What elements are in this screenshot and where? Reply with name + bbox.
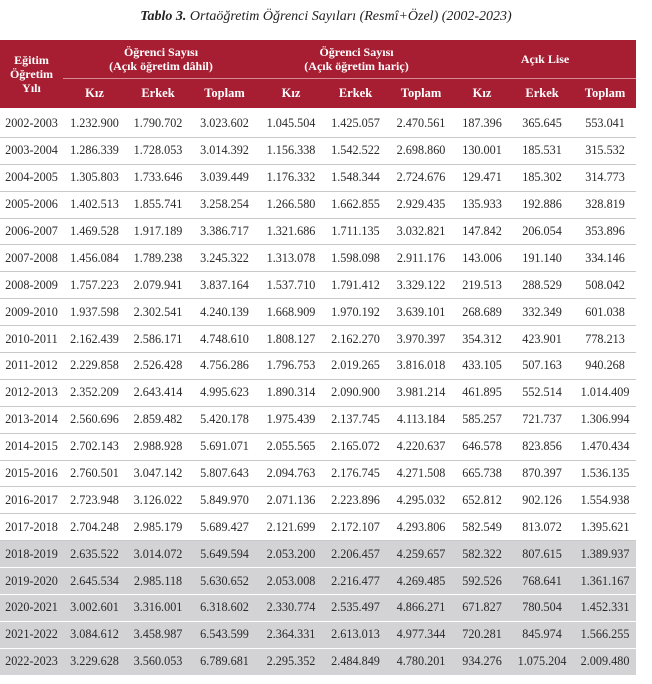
year-cell: 2011-2012 (0, 353, 63, 380)
value-cell: 585.257 (454, 406, 510, 433)
value-cell: 1.536.135 (574, 460, 636, 487)
header-sub-kiz: Kız (454, 79, 510, 110)
value-cell: 4.293.806 (388, 514, 454, 541)
value-cell: 315.532 (574, 137, 636, 164)
value-cell: 780.504 (510, 595, 574, 622)
value-cell: 3.039.449 (190, 164, 259, 191)
year-cell: 2015-2016 (0, 460, 63, 487)
value-cell: 185.531 (510, 137, 574, 164)
value-cell: 1.402.513 (63, 191, 126, 218)
value-cell: 665.738 (454, 460, 510, 487)
value-cell: 1.733.646 (126, 164, 190, 191)
value-cell: 2.352.209 (63, 379, 126, 406)
value-cell: 3.084.612 (63, 621, 126, 648)
value-cell: 2.560.696 (63, 406, 126, 433)
value-cell: 1.890.314 (259, 379, 323, 406)
year-cell: 2003-2004 (0, 137, 63, 164)
value-cell: 2.985.118 (126, 568, 190, 595)
table-row (0, 110, 636, 138)
value-cell: 4.271.508 (388, 460, 454, 487)
value-cell: 2.302.541 (126, 299, 190, 326)
table-row (0, 406, 636, 433)
value-cell: 1.045.504 (259, 110, 323, 138)
value-cell: 1.554.938 (574, 487, 636, 514)
value-cell: 1.796.753 (259, 353, 323, 380)
value-cell: 4.748.610 (190, 326, 259, 353)
table-row (0, 568, 636, 595)
value-cell: 2.162.270 (323, 326, 388, 353)
value-cell: 3.047.142 (126, 460, 190, 487)
value-cell: 4.259.657 (388, 541, 454, 568)
value-cell: 2.172.107 (323, 514, 388, 541)
value-cell: 5.420.178 (190, 406, 259, 433)
value-cell: 592.526 (454, 568, 510, 595)
value-cell: 1.305.803 (63, 164, 126, 191)
value-cell: 3.639.101 (388, 299, 454, 326)
value-cell: 1.389.937 (574, 541, 636, 568)
value-cell: 552.514 (510, 379, 574, 406)
value-cell: 1.542.522 (323, 137, 388, 164)
value-cell: 2.071.136 (259, 487, 323, 514)
value-cell: 1.470.434 (574, 433, 636, 460)
value-cell: 2.094.763 (259, 460, 323, 487)
table-row (0, 272, 636, 299)
value-cell: 1.313.078 (259, 245, 323, 272)
value-cell: 3.002.601 (63, 595, 126, 622)
value-cell: 2.911.176 (388, 245, 454, 272)
value-cell: 4.995.623 (190, 379, 259, 406)
value-cell: 3.981.214 (388, 379, 454, 406)
value-cell: 365.645 (510, 110, 574, 138)
value-cell: 4.220.637 (388, 433, 454, 460)
year-cell: 2019-2020 (0, 568, 63, 595)
value-cell: 3.032.821 (388, 218, 454, 245)
value-cell: 5.807.643 (190, 460, 259, 487)
value-cell: 314.773 (574, 164, 636, 191)
value-cell: 646.578 (454, 433, 510, 460)
value-cell: 1.306.994 (574, 406, 636, 433)
year-cell: 2005-2006 (0, 191, 63, 218)
year-cell: 2021-2022 (0, 621, 63, 648)
year-cell: 2014-2015 (0, 433, 63, 460)
value-cell: 268.689 (454, 299, 510, 326)
value-cell: 2.698.860 (388, 137, 454, 164)
value-cell: 3.126.022 (126, 487, 190, 514)
value-cell: 2.009.480 (574, 648, 636, 675)
value-cell: 3.386.717 (190, 218, 259, 245)
value-cell: 671.827 (454, 595, 510, 622)
value-cell: 2.295.352 (259, 648, 323, 675)
table-caption (0, 9, 652, 25)
value-cell: 423.901 (510, 326, 574, 353)
value-cell: 508.042 (574, 272, 636, 299)
value-cell: 2.988.928 (126, 433, 190, 460)
value-cell: 813.072 (510, 514, 574, 541)
value-cell: 334.146 (574, 245, 636, 272)
value-cell: 135.933 (454, 191, 510, 218)
value-cell: 6.318.602 (190, 595, 259, 622)
value-cell: 1.917.189 (126, 218, 190, 245)
value-cell: 3.258.254 (190, 191, 259, 218)
value-cell: 185.302 (510, 164, 574, 191)
value-cell: 1.456.084 (63, 245, 126, 272)
value-cell: 4.269.485 (388, 568, 454, 595)
value-cell: 2.702.143 (63, 433, 126, 460)
value-cell: 2.053.200 (259, 541, 323, 568)
value-cell: 3.970.397 (388, 326, 454, 353)
value-cell: 1.937.598 (63, 299, 126, 326)
table-row (0, 299, 636, 326)
value-cell: 582.549 (454, 514, 510, 541)
year-cell: 2017-2018 (0, 514, 63, 541)
year-cell: 2022-2023 (0, 648, 63, 675)
value-cell: 2.724.676 (388, 164, 454, 191)
value-cell: 2.079.941 (126, 272, 190, 299)
value-cell: 2.121.699 (259, 514, 323, 541)
value-cell: 3.329.122 (388, 272, 454, 299)
value-cell: 940.268 (574, 353, 636, 380)
value-cell: 147.842 (454, 218, 510, 245)
value-cell: 2.165.072 (323, 433, 388, 460)
header-sub-toplam: Toplam (574, 79, 636, 110)
value-cell: 1.425.057 (323, 110, 388, 138)
value-cell: 2.723.948 (63, 487, 126, 514)
table-row (0, 460, 636, 487)
year-cell: 2016-2017 (0, 487, 63, 514)
header-year: Eğitim Öğretim Yılı (0, 40, 63, 110)
value-cell: 1.970.192 (323, 299, 388, 326)
value-cell: 1.975.439 (259, 406, 323, 433)
value-cell: 2.704.248 (63, 514, 126, 541)
value-cell: 2.645.534 (63, 568, 126, 595)
value-cell: 206.054 (510, 218, 574, 245)
value-cell: 1.286.339 (63, 137, 126, 164)
year-cell: 2020-2021 (0, 595, 63, 622)
student-count-table (0, 40, 636, 676)
value-cell: 5.630.652 (190, 568, 259, 595)
table-row (0, 379, 636, 406)
header-sub-kiz: Kız (259, 79, 323, 110)
table-row (0, 514, 636, 541)
value-cell: 288.529 (510, 272, 574, 299)
value-cell: 2.929.435 (388, 191, 454, 218)
value-cell: 1.789.238 (126, 245, 190, 272)
value-cell: 1.537.710 (259, 272, 323, 299)
value-cell: 1.728.053 (126, 137, 190, 164)
value-cell: 2.526.428 (126, 353, 190, 380)
value-cell: 934.276 (454, 648, 510, 675)
value-cell: 823.856 (510, 433, 574, 460)
year-cell: 2008-2009 (0, 272, 63, 299)
caption-text: Ortaöğretim Öğrenci Sayıları (Resmî+Özel) (2002-2023) (189, 9, 512, 24)
value-cell: 1.361.167 (574, 568, 636, 595)
value-cell: 353.896 (574, 218, 636, 245)
value-cell: 1.566.255 (574, 621, 636, 648)
caption-label: Tablo 3. (140, 9, 187, 24)
year-cell: 2018-2019 (0, 541, 63, 568)
value-cell: 2.216.477 (323, 568, 388, 595)
value-cell: 2.137.745 (323, 406, 388, 433)
year-cell: 2002-2003 (0, 110, 63, 138)
value-cell: 553.041 (574, 110, 636, 138)
value-cell: 3.229.628 (63, 648, 126, 675)
value-cell: 870.397 (510, 460, 574, 487)
value-cell: 2.985.179 (126, 514, 190, 541)
value-cell: 2.090.900 (323, 379, 388, 406)
value-cell: 2.229.858 (63, 353, 126, 380)
header-sub-toplam: Toplam (388, 79, 454, 110)
table-row (0, 137, 636, 164)
value-cell: 6.789.681 (190, 648, 259, 675)
value-cell: 3.316.001 (126, 595, 190, 622)
table-row (0, 433, 636, 460)
value-cell: 3.816.018 (388, 353, 454, 380)
table-row (0, 621, 636, 648)
value-cell: 2.635.522 (63, 541, 126, 568)
value-cell: 130.001 (454, 137, 510, 164)
value-cell: 2.019.265 (323, 353, 388, 380)
value-cell: 2.206.457 (323, 541, 388, 568)
value-cell: 1.014.409 (574, 379, 636, 406)
value-cell: 2.055.565 (259, 433, 323, 460)
value-cell: 1.598.098 (323, 245, 388, 272)
value-cell: 1.855.741 (126, 191, 190, 218)
value-cell: 328.819 (574, 191, 636, 218)
value-cell: 2.760.501 (63, 460, 126, 487)
value-cell: 721.737 (510, 406, 574, 433)
header-group-open-high-school: Açık Lise (454, 40, 636, 79)
value-cell: 652.812 (454, 487, 510, 514)
value-cell: 1.757.223 (63, 272, 126, 299)
value-cell: 1.395.621 (574, 514, 636, 541)
value-cell: 354.312 (454, 326, 510, 353)
year-cell: 2010-2011 (0, 326, 63, 353)
value-cell: 2.330.774 (259, 595, 323, 622)
table-row (0, 245, 636, 272)
value-cell: 1.469.528 (63, 218, 126, 245)
value-cell: 143.006 (454, 245, 510, 272)
value-cell: 5.691.071 (190, 433, 259, 460)
table-body (0, 110, 636, 676)
value-cell: 192.886 (510, 191, 574, 218)
value-cell: 1.548.344 (323, 164, 388, 191)
header-sub-kiz: Kız (63, 79, 126, 110)
table-row (0, 353, 636, 380)
value-cell: 3.014.072 (126, 541, 190, 568)
table-row (0, 595, 636, 622)
header-sub-erkek: Erkek (510, 79, 574, 110)
value-cell: 5.689.427 (190, 514, 259, 541)
value-cell: 902.126 (510, 487, 574, 514)
value-cell: 461.895 (454, 379, 510, 406)
value-cell: 2.470.561 (388, 110, 454, 138)
year-cell: 2012-2013 (0, 379, 63, 406)
value-cell: 2.613.013 (323, 621, 388, 648)
value-cell: 4.977.344 (388, 621, 454, 648)
value-cell: 4.780.201 (388, 648, 454, 675)
value-cell: 507.163 (510, 353, 574, 380)
year-cell: 2013-2014 (0, 406, 63, 433)
value-cell: 4.113.184 (388, 406, 454, 433)
value-cell: 3.245.322 (190, 245, 259, 272)
value-cell: 129.471 (454, 164, 510, 191)
value-cell: 1.266.580 (259, 191, 323, 218)
value-cell: 191.140 (510, 245, 574, 272)
value-cell: 2.586.171 (126, 326, 190, 353)
value-cell: 3.023.602 (190, 110, 259, 138)
table-row (0, 648, 636, 675)
table-row (0, 326, 636, 353)
header-group-excl-open: Öğrenci Sayısı (Açık öğretim hariç) (259, 40, 454, 79)
value-cell: 1.711.135 (323, 218, 388, 245)
value-cell: 4.240.139 (190, 299, 259, 326)
value-cell: 5.849.970 (190, 487, 259, 514)
value-cell: 1.156.338 (259, 137, 323, 164)
table-row (0, 164, 636, 191)
value-cell: 4.295.032 (388, 487, 454, 514)
value-cell: 433.105 (454, 353, 510, 380)
value-cell: 2.223.896 (323, 487, 388, 514)
value-cell: 5.649.594 (190, 541, 259, 568)
value-cell: 1.662.855 (323, 191, 388, 218)
value-cell: 6.543.599 (190, 621, 259, 648)
header-sub-erkek: Erkek (323, 79, 388, 110)
value-cell: 4.756.286 (190, 353, 259, 380)
header-sub-erkek: Erkek (126, 79, 190, 110)
value-cell: 1.790.702 (126, 110, 190, 138)
value-cell: 1.452.331 (574, 595, 636, 622)
year-cell: 2004-2005 (0, 164, 63, 191)
value-cell: 720.281 (454, 621, 510, 648)
value-cell: 2.176.745 (323, 460, 388, 487)
header-sub-toplam: Toplam (190, 79, 259, 110)
value-cell: 807.615 (510, 541, 574, 568)
value-cell: 187.396 (454, 110, 510, 138)
value-cell: 1.075.204 (510, 648, 574, 675)
value-cell: 1.791.412 (323, 272, 388, 299)
value-cell: 768.641 (510, 568, 574, 595)
value-cell: 845.974 (510, 621, 574, 648)
value-cell: 4.866.271 (388, 595, 454, 622)
value-cell: 3.560.053 (126, 648, 190, 675)
value-cell: 332.349 (510, 299, 574, 326)
value-cell: 601.038 (574, 299, 636, 326)
header-group-incl-open: Öğrenci Sayısı (Açık öğretim dâhil) (63, 40, 259, 79)
table-row (0, 218, 636, 245)
value-cell: 1.808.127 (259, 326, 323, 353)
value-cell: 1.176.332 (259, 164, 323, 191)
value-cell: 1.668.909 (259, 299, 323, 326)
value-cell: 2.364.331 (259, 621, 323, 648)
value-cell: 2.484.849 (323, 648, 388, 675)
value-cell: 582.322 (454, 541, 510, 568)
value-cell: 2.859.482 (126, 406, 190, 433)
value-cell: 2.162.439 (63, 326, 126, 353)
year-cell: 2007-2008 (0, 245, 63, 272)
value-cell: 1.232.900 (63, 110, 126, 138)
value-cell: 778.213 (574, 326, 636, 353)
value-cell: 3.837.164 (190, 272, 259, 299)
value-cell: 2.643.414 (126, 379, 190, 406)
table-row (0, 487, 636, 514)
value-cell: 2.053.008 (259, 568, 323, 595)
value-cell: 2.535.497 (323, 595, 388, 622)
value-cell: 219.513 (454, 272, 510, 299)
year-cell: 2006-2007 (0, 218, 63, 245)
year-cell: 2009-2010 (0, 299, 63, 326)
value-cell: 1.321.686 (259, 218, 323, 245)
table-row (0, 191, 636, 218)
table-row (0, 541, 636, 568)
value-cell: 3.014.392 (190, 137, 259, 164)
value-cell: 3.458.987 (126, 621, 190, 648)
